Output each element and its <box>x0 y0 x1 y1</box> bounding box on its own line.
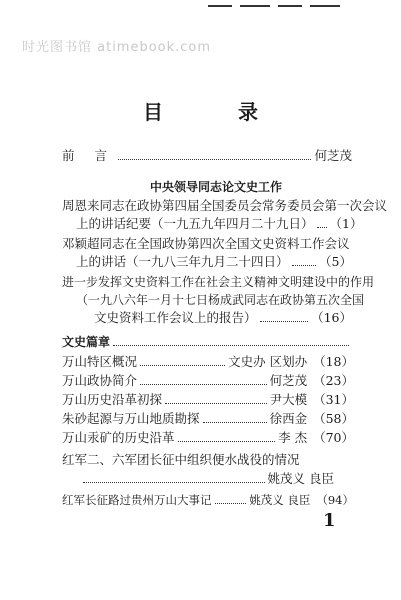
article-page: （70） <box>313 430 354 445</box>
dot-leader <box>165 403 267 404</box>
toc-item-1[interactable] <box>76 216 363 232</box>
article-author: 李 杰 <box>278 430 308 445</box>
watermark: 时光图书馆 atimebook.com <box>22 40 212 55</box>
dot-leader <box>113 345 349 346</box>
article-page: （31） <box>313 392 354 407</box>
section-heading-1: 中央领导同志论文史工作 <box>150 180 283 194</box>
toc-item-3-page: （16） <box>311 310 352 325</box>
battle-author: 姚茂义 良臣 <box>267 471 334 486</box>
dot-leader <box>140 365 225 366</box>
article-page: （94） <box>316 493 354 507</box>
header-rule-3 <box>278 5 302 7</box>
dot-leader <box>203 422 267 423</box>
toc-item-1-line-2: 上的讲话纪要（一九五九年四月二十九日） <box>76 216 314 231</box>
article-title: 万山历史沿革初探 <box>62 392 163 407</box>
toc-item-2-line-2: 上的讲话（一九八三年九月二十四日） <box>76 254 289 269</box>
toc-article-4[interactable] <box>62 411 354 427</box>
article-author: 文史办 区划办 <box>228 354 308 369</box>
toc-item-3-line-3: 文史资料工作会议上的报告） <box>94 310 257 325</box>
toc-item-2-line-1[interactable]: 邓颖超同志在全国政协第四次全国文史资料工作会议 <box>62 236 350 251</box>
dot-leader <box>317 227 327 228</box>
article-title: 万山汞矿的历史沿革 <box>62 430 175 445</box>
page-number: 1 <box>323 510 336 531</box>
page-title: 目 录 <box>143 100 292 124</box>
toc-item-3-line-2: （一九八六年一月十七日杨成武同志在政协第五次全国 <box>76 293 365 307</box>
toc-item-1-line-1[interactable]: 周恩来同志在政协第四届全国委员会常务委员会第一次会议 <box>62 198 388 213</box>
toc-item-1-page: （1） <box>329 216 363 231</box>
toc-item-3[interactable] <box>94 310 352 326</box>
toc-article-1[interactable] <box>62 354 354 370</box>
header-rule-4 <box>310 5 340 7</box>
section-heading-2: 文史篇章 <box>62 335 111 349</box>
toc-item-3-line-1[interactable]: 进一步发挥文史资料工作在社会主义精神文明建设中的作用 <box>62 275 375 289</box>
article-author: 姚茂义 良臣 <box>249 493 311 507</box>
article-author: 徐西金 <box>269 411 308 426</box>
dot-leader <box>178 441 276 442</box>
dot-leader <box>292 265 317 266</box>
toc-article-5[interactable] <box>62 430 354 446</box>
header-rule-1 <box>208 5 232 7</box>
header-rule-2 <box>240 5 270 7</box>
dot-leader <box>260 321 309 322</box>
toc-item-2[interactable] <box>76 254 352 270</box>
preface-label: 前 言 <box>62 148 115 163</box>
article-page: （18） <box>313 354 354 369</box>
section-heading-2-row <box>62 334 352 350</box>
article-page: （23） <box>313 373 354 388</box>
dot-leader <box>118 159 312 160</box>
toc-last-article[interactable] <box>62 492 354 508</box>
toc-battle[interactable] <box>80 471 334 487</box>
dot-leader <box>140 384 267 385</box>
toc-preface[interactable] <box>62 148 352 164</box>
article-title: 万山政协简介 <box>62 373 138 388</box>
article-author: 尹大模 <box>269 392 308 407</box>
preface-author: 何芝茂 <box>314 148 352 163</box>
toc-battle-title[interactable]: 红军二、六军团长征中组织便水战役的情况 <box>62 452 300 467</box>
dot-leader <box>83 482 265 483</box>
article-page: （58） <box>313 411 354 426</box>
article-title: 朱砂起源与万山地质勘探 <box>62 411 200 426</box>
toc-article-3[interactable] <box>62 392 354 408</box>
article-title: 红军长征路过贵州万山大事记 <box>62 493 212 507</box>
toc-item-2-page: （5） <box>319 254 352 269</box>
dot-leader <box>215 503 247 504</box>
article-author: 何芝茂 <box>269 373 308 388</box>
article-title: 万山特区概况 <box>62 354 138 369</box>
toc-article-2[interactable] <box>62 373 354 389</box>
